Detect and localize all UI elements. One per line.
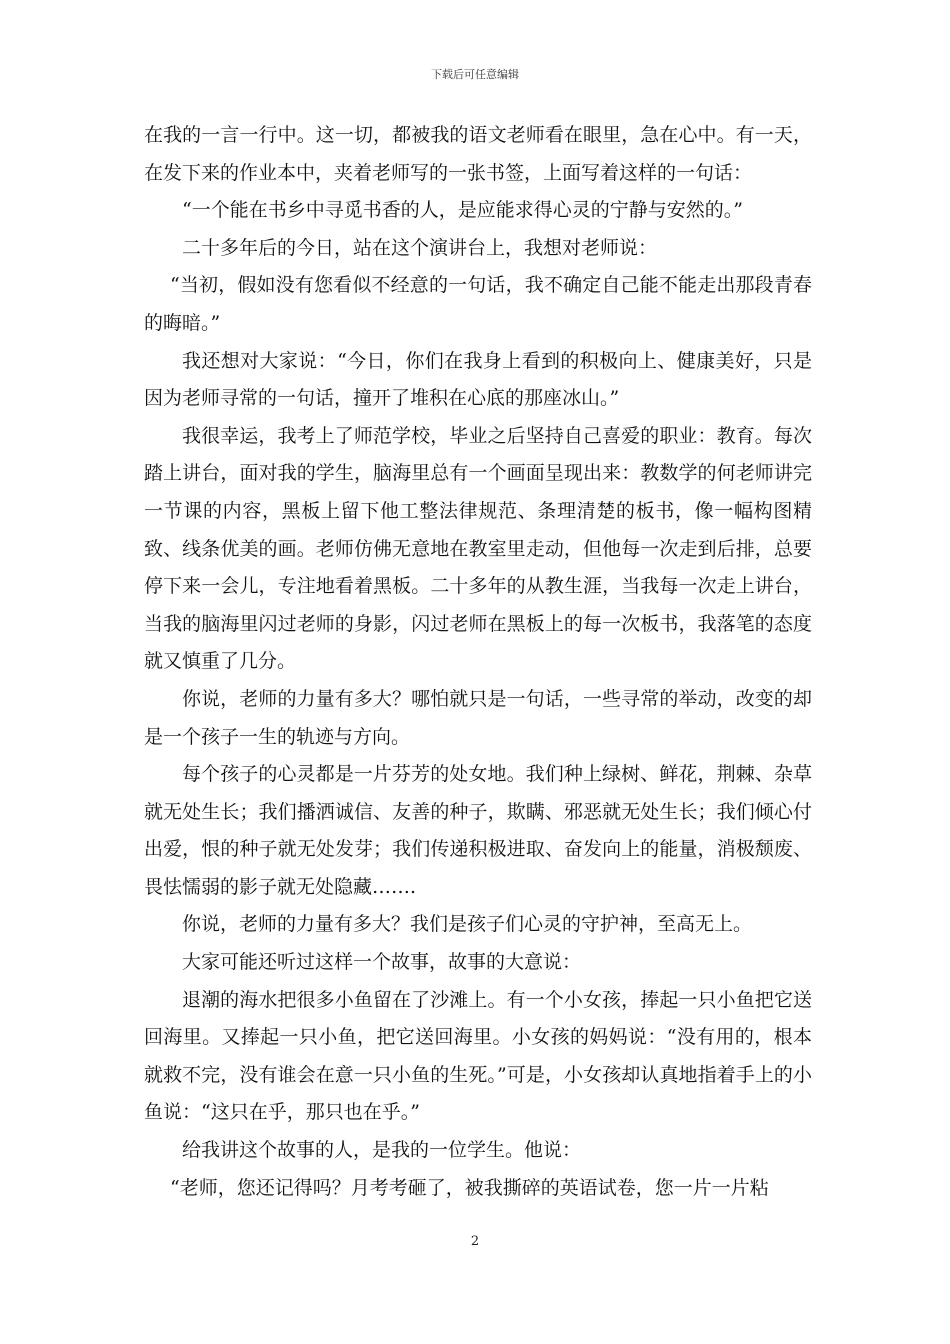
paragraph: 二十多年后的今日，站在这个演讲台上，我想对老师说： bbox=[182, 236, 658, 259]
paragraph: 你说，老师的力量有多大？哪怕就只是一句话，一些寻常的举动，改变的却是一个孩子一生的轨迹与方向。 bbox=[144, 687, 812, 748]
paragraph: 大家可能还听过这样一个故事，故事的大意说： bbox=[182, 951, 582, 974]
document-body bbox=[144, 117, 812, 1207]
paragraph: 给我讲这个故事的人，是我的一位学生。他说： bbox=[182, 1139, 582, 1162]
paragraph: 我很幸运，我考上了师范学校，毕业之后坚持自己喜爱的职业：教育。每次踏上讲台，面对我的学生，脑海里总有一个画面呈现出来：教数学的何老师讲完一节课的内容，黑板上留下他工整法律规范、条理清楚的板书，像一幅构图精致、线条优美的画。老师仿佛无意地在教室里走动，但他每一次走到后排，总要停下来一会儿，专注地看着黑板。二十多年的从教生涯，当我每一次走上讲台，当我的脑海里闪过老师的身影，闪过老师在黑板上的每一次板书，我落笔的态度就又慎重了几分。 bbox=[144, 424, 812, 673]
page-header: 下载后可任意编辑 bbox=[431, 68, 519, 81]
page-number: 2 bbox=[470, 1234, 480, 1249]
paragraph-bookmark-quote: “一个能在书乡中寻觅书香的人，是应能求得心灵的宁静与安然的。” bbox=[182, 199, 743, 222]
paragraph-student-quote: “老师，您还记得吗？月考考砸了，被我撕碎的英语试卷，您一片一片粘 bbox=[170, 1176, 769, 1199]
paragraph: 每个孩子的心灵都是一片芬芳的处女地。我们种上绿树、鲜花，荆棘、杂草就无处生长；我们播洒诚信、友善的种子，欺瞒、邪恶就无处生长；我们倾心付出爱，恨的种子就无处发芽；我们传递积极进取、奋发向上的能量，消极颓废、畏怯懦弱的影子就无处隐藏……. bbox=[144, 763, 812, 898]
paragraph-story: 退潮的海水把很多小鱼留在了沙滩上。有一个小女孩，捧起一只小鱼把它送回海里。又捧起一只小鱼，把它送回海里。小女孩的妈妈说：“没有用的，根本就救不完，没有谁会在意一只小鱼的生死。”可是，小女孩却认真地指着手上的小鱼说：“这只在乎，那只也在乎。” bbox=[144, 988, 812, 1124]
paragraph-continuation: 在我的一言一行中。这一切，都被我的语文老师看在眼里，急在心中。有一天，在发下来的作业本中，夹着老师写的一张书签，上面写着这样的一句话： bbox=[144, 124, 812, 184]
paragraph-quote: “当初，假如没有您看似不经意的一句话，我不确定自己能不能走出那段青春的晦暗。” bbox=[144, 274, 812, 334]
paragraph: 你说，老师的力量有多大？我们是孩子们心灵的守护神，至高无上。 bbox=[182, 913, 753, 936]
paragraph: 我还想对大家说：“今日，你们在我身上看到的积极向上、健康美好，只是因为老师寻常的一句话，撞开了堆积在心底的那座冰山。” bbox=[144, 349, 812, 410]
